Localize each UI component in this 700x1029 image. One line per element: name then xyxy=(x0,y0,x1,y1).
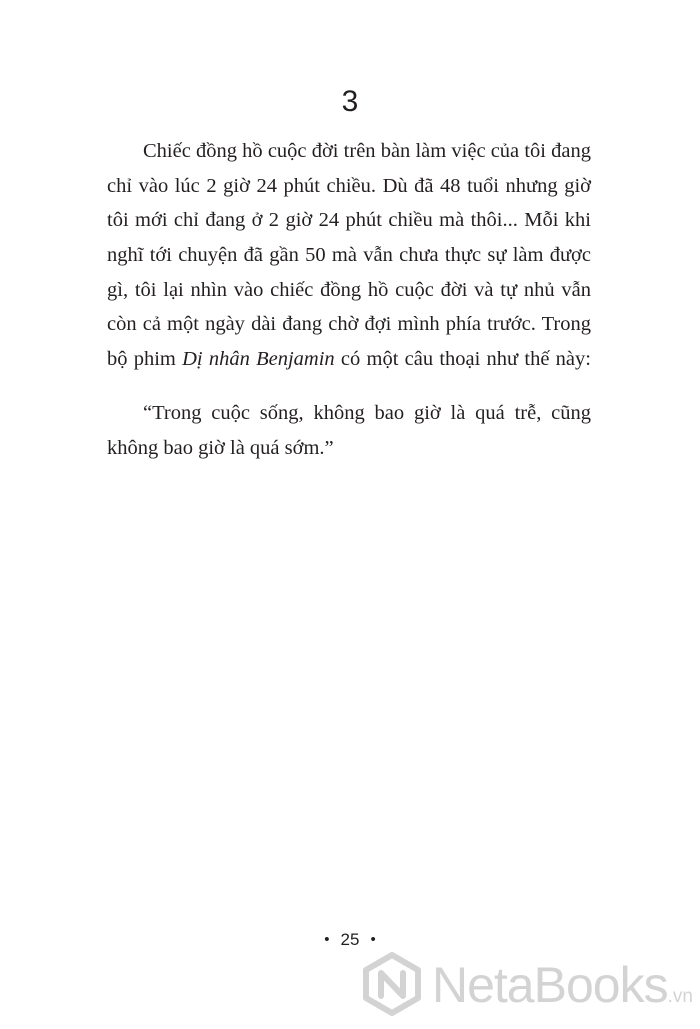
watermark-brand: NetaBooks xyxy=(432,957,668,1013)
main-text xyxy=(107,134,591,465)
netabooks-logo-icon xyxy=(360,952,424,1016)
paragraph-line: chỉ vào lúc 2 giờ 24 phút chiều. Dù đã 48 tuổi nhưng giờ xyxy=(107,174,591,197)
watermark-text xyxy=(432,956,693,1026)
footer-bullet-right: • xyxy=(370,931,376,948)
chapter-number: 3 xyxy=(341,85,359,118)
quote-line-last: không bao giờ là quá sớm.” xyxy=(107,436,334,459)
paragraph-line: còn cả một ngày dài đang chờ đợi mình phía trước. Trong xyxy=(107,313,591,336)
watermark-suffix: .vn xyxy=(667,986,693,1007)
paragraph-line-last xyxy=(107,342,591,377)
paragraph-gap xyxy=(107,377,591,396)
footer-bullet-left: • xyxy=(324,931,330,948)
line-prefix: bộ phim xyxy=(107,348,183,371)
paragraph-line: tôi mới chỉ đang ở 2 giờ 24 phút chiều mà thôi... Mỗi khi xyxy=(107,209,591,232)
watermark xyxy=(360,948,693,1020)
quote-line: “Trong cuộc sống, không bao giờ là quá trễ, cũng xyxy=(143,401,591,424)
paragraph-line: gì, tôi lại nhìn vào chiếc đồng hồ cuộc đời và tự nhủ vẫn xyxy=(107,278,591,301)
paragraph-line: Chiếc đồng hồ cuộc đời trên bàn làm việc của tôi đang xyxy=(143,140,591,162)
paragraph-line: nghĩ tới chuyện đã gần 50 mà vẫn chưa thực sự làm được xyxy=(107,244,591,267)
page-number: 25 xyxy=(340,930,360,949)
line-suffix: có một câu thoại như thế này: xyxy=(334,348,591,371)
film-title: Dị nhân Benjamin xyxy=(182,348,335,371)
